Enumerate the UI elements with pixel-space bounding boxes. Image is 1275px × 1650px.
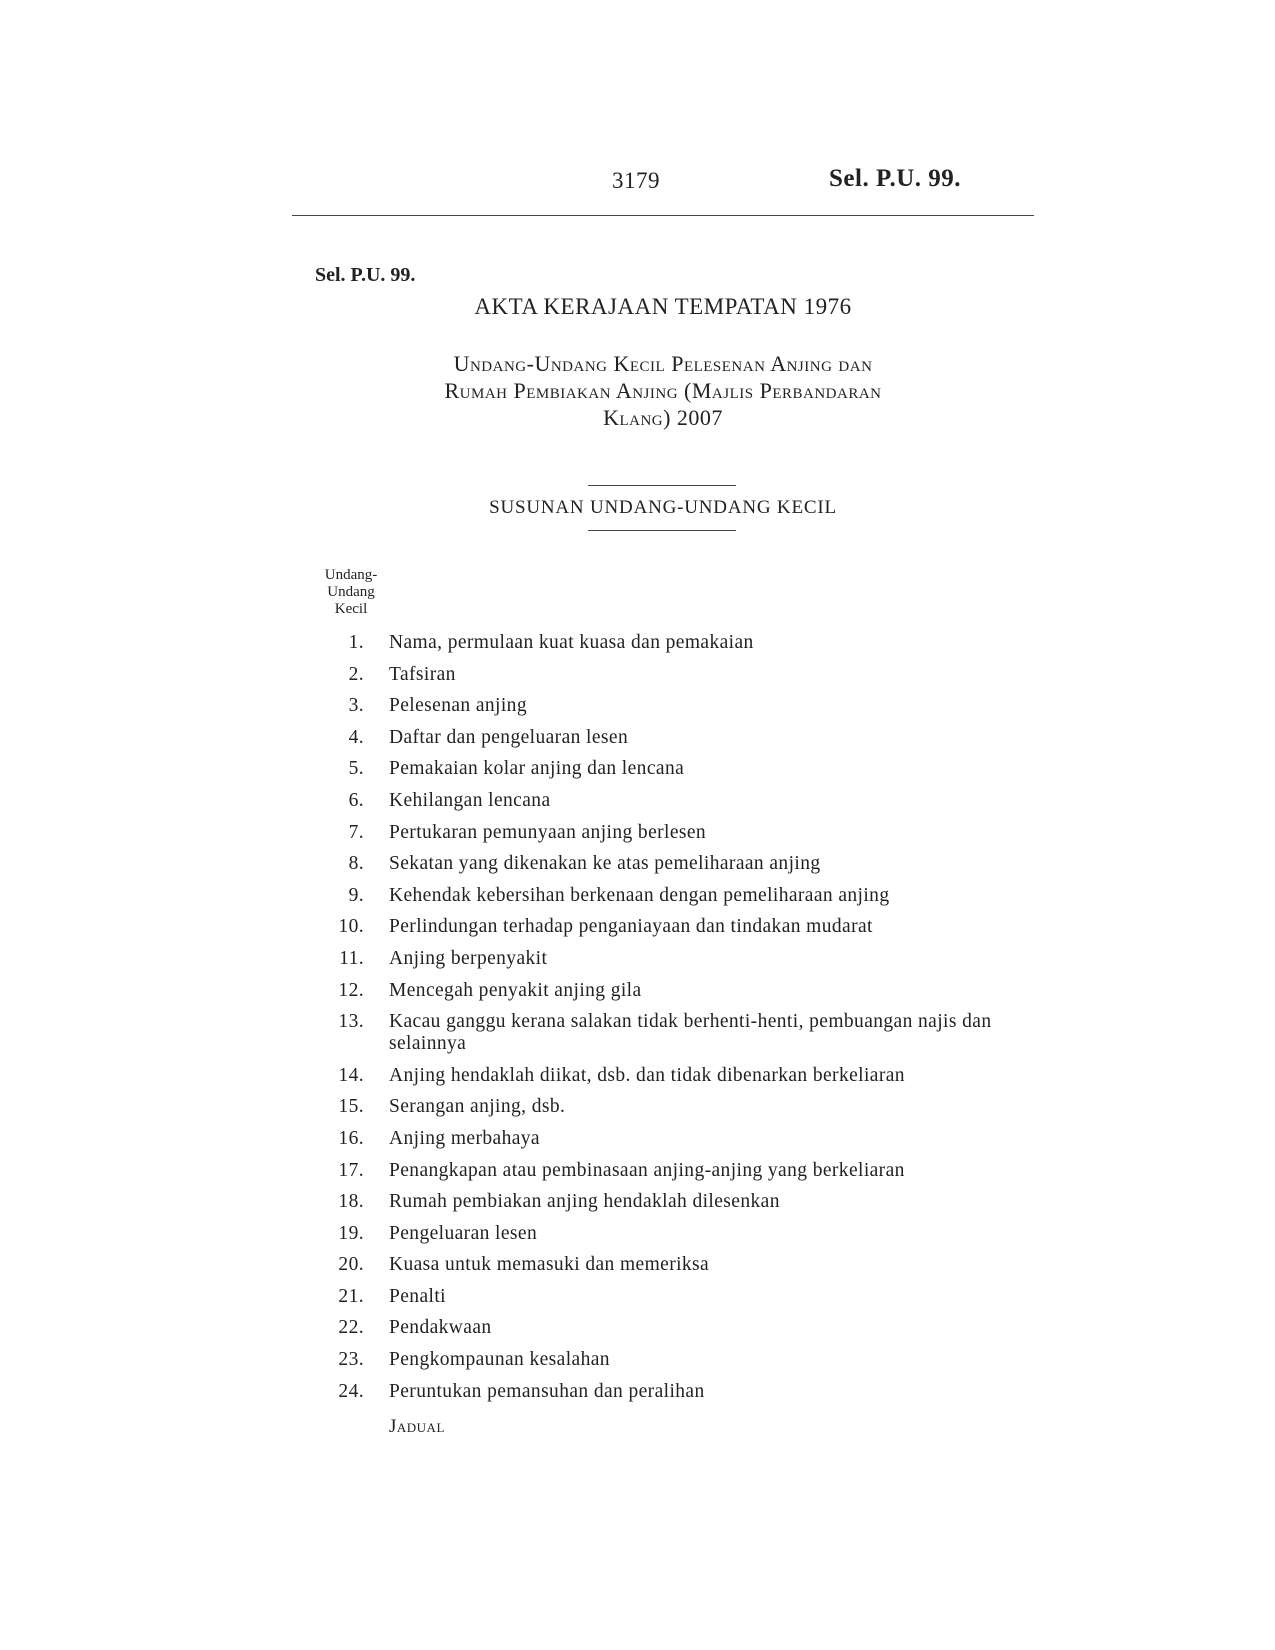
contents-item-number: 3. [348,695,364,717]
contents-item-number: 21. [338,1285,364,1307]
contents-item-text: Pengeluaran lesen [389,1222,538,1244]
contents-item-text: Pemakaian kolar anjing dan lencana [389,758,685,780]
bylaw-title-line: Klang) 2007 [603,405,723,430]
contents-item-text: Kuasa untuk memasuki dan memeriksa [389,1254,710,1276]
contents-item-number: 5. [348,758,364,780]
contents-item-text: Kacau ganggu kerana salakan tidak berhenti-henti, pembuangan najis dan selainnya [389,1011,992,1055]
contents-item-number: 10. [338,916,364,938]
header-rule [292,215,1034,216]
contents-item-number: 8. [348,853,364,875]
contents-list [320,632,1040,1412]
contents-item-number: 6. [348,789,364,811]
contents-item [320,1128,1040,1150]
contents-item-number: 19. [338,1222,364,1244]
contents-item-text: Daftar dan pengeluaran lesen [389,726,629,748]
contents-item [320,980,1040,1002]
contents-item [320,1254,1040,1276]
contents-item-text: Serangan anjing, dsb. [389,1096,566,1118]
contents-item [320,916,1040,938]
contents-item-text: Tafsiran [389,663,456,685]
contents-item [320,1381,1040,1403]
contents-item-text: Penalti [389,1285,446,1307]
heading-rule-top [588,485,736,486]
contents-item [320,1317,1040,1339]
bylaw-title-line: Rumah Pembiakan Anjing (Majlis Perbandaran [444,378,882,403]
contents-item [320,1223,1040,1245]
contents-item-text: Pengkompaunan kesalahan [389,1349,610,1371]
contents-item-text: Pendakwaan [389,1317,492,1339]
contents-item-number: 17. [338,1159,364,1181]
schedule-label: Jadual [389,1416,445,1437]
contents-item-text: Sekatan yang dikenakan ke atas pemeliharaan anjing [389,853,821,875]
column-heading [315,567,387,618]
contents-item-text: Pertukaran pemunyaan anjing berlesen [389,821,707,843]
contents-item-text: Mencegah penyakit anjing gila [389,979,642,1001]
contents-item-number: 22. [338,1317,364,1339]
arrangement-heading: SUSUNAN UNDANG-UNDANG KECIL [489,497,837,518]
contents-item-text: Penangkapan atau pembinasaan anjing-anjing yang berkeliaran [389,1159,905,1181]
contents-item [320,758,1040,780]
sel-label: Sel. P.U. 99. [315,264,416,286]
contents-item-number: 14. [338,1064,364,1086]
bylaw-title [292,350,1034,431]
contents-item-number: 13. [338,1011,364,1033]
contents-item [320,1096,1040,1118]
contents-item-number: 23. [338,1349,364,1371]
contents-item-number: 15. [338,1096,364,1118]
contents-item-number: 20. [338,1254,364,1276]
contents-item [320,1160,1040,1182]
contents-item [320,885,1040,907]
contents-item [320,790,1040,812]
contents-item-text: Anjing merbahaya [389,1127,540,1149]
contents-item-number: 12. [338,979,364,1001]
contents-item-number: 4. [348,726,364,748]
column-heading-line: Undang- [324,567,378,583]
contents-item [320,632,1040,654]
contents-item [320,1349,1040,1371]
contents-item [320,948,1040,970]
contents-item-number: 11. [339,947,364,969]
contents-item-number: 7. [348,821,364,843]
contents-item-number: 24. [338,1380,364,1402]
contents-item-text: Anjing hendaklah diikat, dsb. dan tidak dibenarkan berkeliaran [389,1064,905,1086]
contents-item-number: 18. [338,1191,364,1213]
page-number: 3179 [612,168,660,193]
contents-item [320,695,1040,717]
contents-item-number: 9. [348,884,364,906]
contents-item [320,1191,1040,1213]
contents-item-number: 2. [348,663,364,685]
contents-item [320,664,1040,686]
contents-item [320,1065,1040,1087]
contents-item-number: 1. [348,632,364,653]
contents-item-number: 16. [338,1127,364,1149]
contents-item-text: Anjing berpenyakit [389,947,548,969]
running-head: Sel. P.U. 99. [829,165,961,192]
contents-item [320,822,1040,844]
column-heading-line: Kecil [334,601,368,617]
contents-item [320,853,1040,875]
bylaw-title-line: Undang-Undang Kecil Pelesenan Anjing dan [453,351,873,376]
contents-item [320,1286,1040,1308]
contents-item-text: Nama, permulaan kuat kuasa dan pemakaian [389,632,754,653]
contents-item [320,727,1040,749]
heading-rule-bottom [588,530,736,531]
contents-item-text: Perlindungan terhadap penganiayaan dan tindakan mudarat [389,916,873,938]
contents-item-text: Rumah pembiakan anjing hendaklah dilesenkan [389,1191,780,1213]
contents-item-text: Kehendak kebersihan berkenaan dengan pemeliharaan anjing [389,884,890,906]
act-title: AKTA KERAJAAN TEMPATAN 1976 [474,294,852,319]
column-heading-line: Undang [327,584,375,600]
contents-item-text: Pelesenan anjing [389,695,527,717]
contents-item-text: Peruntukan pemansuhan dan peralihan [389,1380,705,1402]
contents-item-text: Kehilangan lencana [389,789,551,811]
contents-item [320,1011,1040,1055]
